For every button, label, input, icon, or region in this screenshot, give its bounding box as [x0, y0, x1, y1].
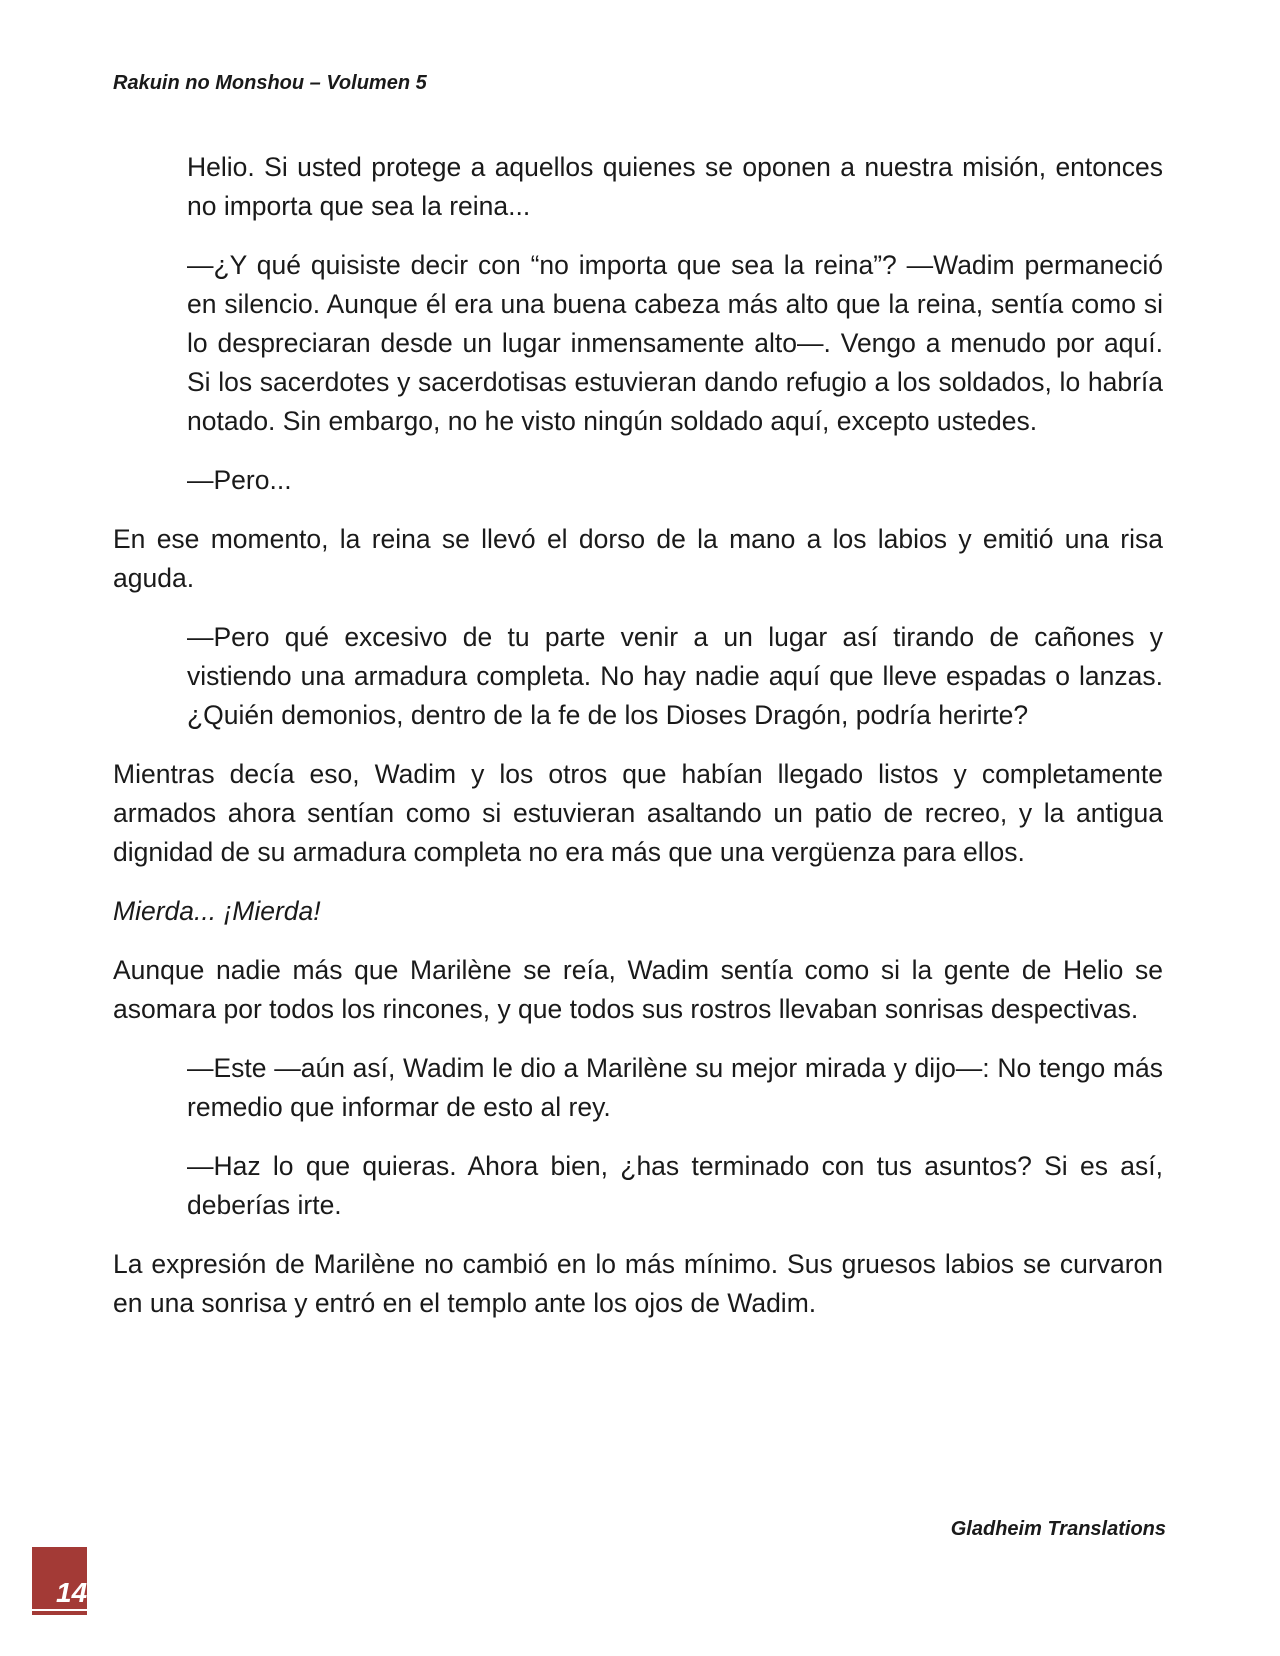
paragraph-8: Aunque nadie más que Marilène se reía, Wadim sentía como si la gente de Helio se asomara por todos los rincones, y que todos sus rostros llevaban sonrisas despectivas. — [113, 955, 1163, 1024]
page-body — [113, 148, 1163, 1343]
paragraph-2: —¿Y qué quisiste decir con “no importa que sea la reina”? —Wadim permaneció en silencio. Aunque él era una buena cabeza más alto que la reina, sentía como si lo despreciaran desde un lugar inmensamente alto—. Vengo a menudo por aquí. Si los sacerdotes y sacerdotisas estuvieran dando refugio a los soldados, lo habría notado. Sin embargo, no he visto ningún soldado aquí, excepto ustedes. — [187, 250, 1163, 436]
paragraph-10: —Haz lo que quieras. Ahora bien, ¿has terminado con tus asuntos? Si es así, deberías irte. — [187, 1151, 1163, 1220]
paragraph-1: Helio. Si usted protege a aquellos quienes se oponen a nuestra misión, entonces no importa que sea la reina... — [187, 152, 1163, 221]
paragraph-9: —Este —aún así, Wadim le dio a Marilène su mejor mirada y dijo—: No tengo más remedio que informar de esto al rey. — [187, 1053, 1163, 1122]
paragraph-7: Mierda... ¡Mierda! — [113, 896, 321, 926]
paragraph-6: Mientras decía eso, Wadim y los otros que habían llegado listos y completamente armados ahora sentían como si estuvieran asaltando un patio de recreo, y la antigua dignidad de su armadura completa no era más que una vergüenza para ellos. — [113, 759, 1163, 867]
footer-credit: Gladheim Translations — [950, 1518, 1166, 1540]
page-number: 14 — [56, 1577, 88, 1608]
paragraph-11: La expresión de Marilène no cambió en lo más mínimo. Sus gruesos labios se curvaron en una sonrisa y entró en el templo ante los ojos de Wadim. — [113, 1249, 1163, 1318]
paragraph-3: —Pero... — [187, 465, 292, 495]
paragraph-4: En ese momento, la reina se llevó el dorso de la mano a los labios y emitió una risa aguda. — [113, 524, 1163, 593]
paragraph-5: —Pero qué excesivo de tu parte venir a un lugar así tirando de cañones y vistiendo una armadura completa. No hay nadie aquí que lleve espadas o lanzas. ¿Quién demonios, dentro de la fe de los Dioses Dragón, podría herirte? — [187, 622, 1163, 730]
running-header: Rakuin no Monshou – Volumen 5 — [113, 72, 427, 94]
page-number-underline — [32, 1609, 87, 1611]
